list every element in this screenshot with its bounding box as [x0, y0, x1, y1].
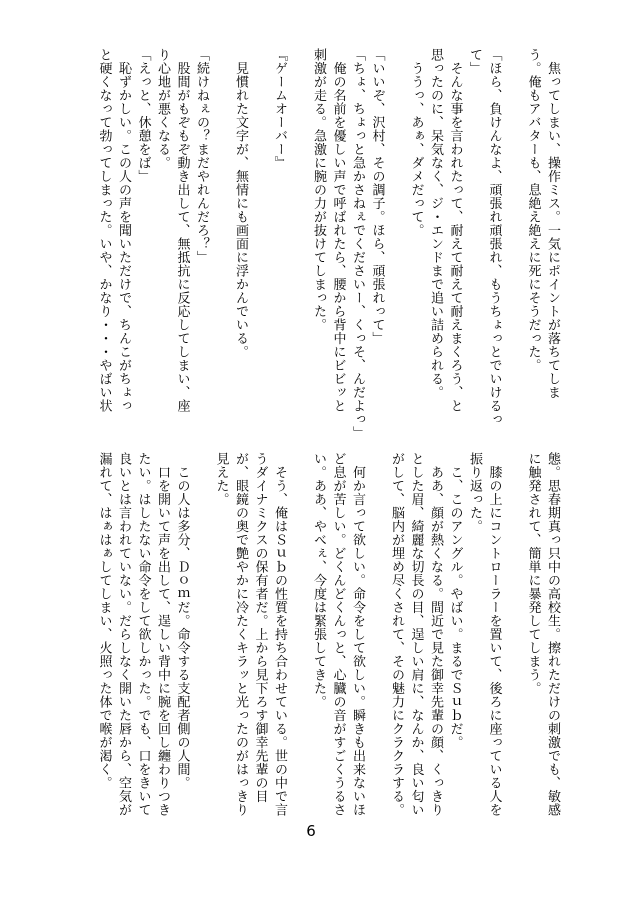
text-line: この人は多分、Ｄｏｍだ。命令する支配者側の人間。: [174, 452, 190, 790]
text-line: 振り返った。: [467, 452, 482, 533]
text-line: 漏れて、はぁはぁしてしまい、火照った体で喉が渇く。: [96, 452, 112, 790]
text-line: [504, 452, 524, 852]
text-line: と硬くなって勃ってしまった。いや、かなり・・・やばい状: [96, 48, 112, 413]
text-line: ああ、顔が熱くなる。間近で見た御幸先輩の顔、くっきり: [428, 452, 443, 817]
text-line: うダイナミクスの保有者だ。上から見下ろす御幸先輩の目: [252, 452, 268, 803]
text-line: 膝の上にコントローラーを置いて、後ろに座っている人を: [486, 452, 502, 817]
text-line: に触発されて、簡単に暴発してしまう。: [525, 452, 541, 695]
lower-text-block: [96, 452, 562, 852]
text-line: う。俺もアバターも、息絶え絶えに死にそうだった。: [525, 48, 541, 372]
text-line: 焦ってしまい、操作ミス。一気にポイントが落ちてしま: [545, 48, 560, 399]
text-line: 態。思春期真っ只中の高校生。擦れただけの刺激でも、敏感: [545, 452, 560, 817]
text-line: [250, 48, 270, 428]
text-line: たい。はしたない命令をして欲しかった。でも、口をきいて: [135, 452, 151, 817]
text-line: [387, 48, 407, 428]
text-line: て」: [467, 48, 482, 75]
text-line: 見えた。: [213, 452, 229, 506]
text-line: 恥ずかしい。この人の声を聞いただけで、ちんこがちょっ: [116, 48, 131, 413]
text-line: 『ゲームオーバー』: [272, 48, 287, 170]
text-line: 「ほら、負けんなよ、頑張れ頑張れ、もうちょっとでいけるっ: [486, 48, 502, 426]
text-line: り心地が悪くなる。: [155, 48, 170, 170]
text-line: 「続けねぇの？まだやれんだろ？」: [194, 48, 209, 264]
text-line: 良いとは言われていない。だらしなく開いた唇から、空気が: [116, 452, 131, 817]
text-line: 股間がもぞもぞ動き出して、無抵抗に反応してしまい、座: [174, 48, 190, 413]
text-line: 思ったのに、呆気なく、ジ・エンドまで追い詰められる。: [428, 48, 443, 399]
text-line: [289, 452, 309, 852]
text-line: [504, 48, 524, 428]
text-line: 口を開いて声を出して、逞しい背中に腕を回し纏わりつき: [155, 452, 170, 817]
text-line: がして、脳内が埋め尽くされて、その魅力にクラクラする。: [389, 452, 404, 817]
text-line: 「えっと、休憩をば」: [135, 48, 151, 183]
upper-text-block: [96, 48, 562, 440]
page-number: 6: [306, 822, 316, 840]
text-line: とした眉、綺麗な切長の目、逞しい肩に、なんか、良い匂い: [408, 452, 424, 817]
text-line: そんな事を言われたって、耐えて耐えて耐えまくろう、と: [447, 48, 463, 413]
text-line: そう、俺はＳｕｂの性質を持ち合わせている。世の中で言: [272, 452, 287, 817]
text-line: が、眼鏡の奥で艶やかに冷たくキラッと光ったのがはっきり: [233, 452, 248, 817]
text-line: 見慣れた文字が、無情にも画面に浮かんでいる。: [233, 48, 248, 359]
text-line: ど息が苦しい。どくんどくんっと、心臓の音がすごくうるさ: [330, 452, 346, 817]
text-line: 刺激が走る。急激に腕の力が抜けてしまった。: [311, 48, 326, 332]
text-line: 俺の名前を優しい声で呼ばれたら、腰から背中にビビッと: [330, 48, 346, 413]
text-line: [211, 48, 231, 428]
text-line: 「いいぞ、沢村、その調子。ほら、頑張れって」: [369, 48, 385, 345]
text-line: 「ちょ、ちょっと急かさねぇでくださいー、くっそ、んだよっ」: [350, 48, 365, 440]
text-line: [367, 452, 387, 852]
text-line: [289, 48, 309, 428]
text-line: 何か言って欲しい。命令をして欲しい。瞬きも出来ないほ: [350, 452, 365, 817]
text-line: [192, 452, 212, 852]
text-line: い。ああ、やべぇ、今度は緊張してきた。: [311, 452, 326, 709]
text-line: こ、このアングル。やばい。まるでＳｕｂだ。: [447, 452, 463, 749]
text-line: ううっ、あぁ、ダメだって。: [408, 48, 424, 237]
